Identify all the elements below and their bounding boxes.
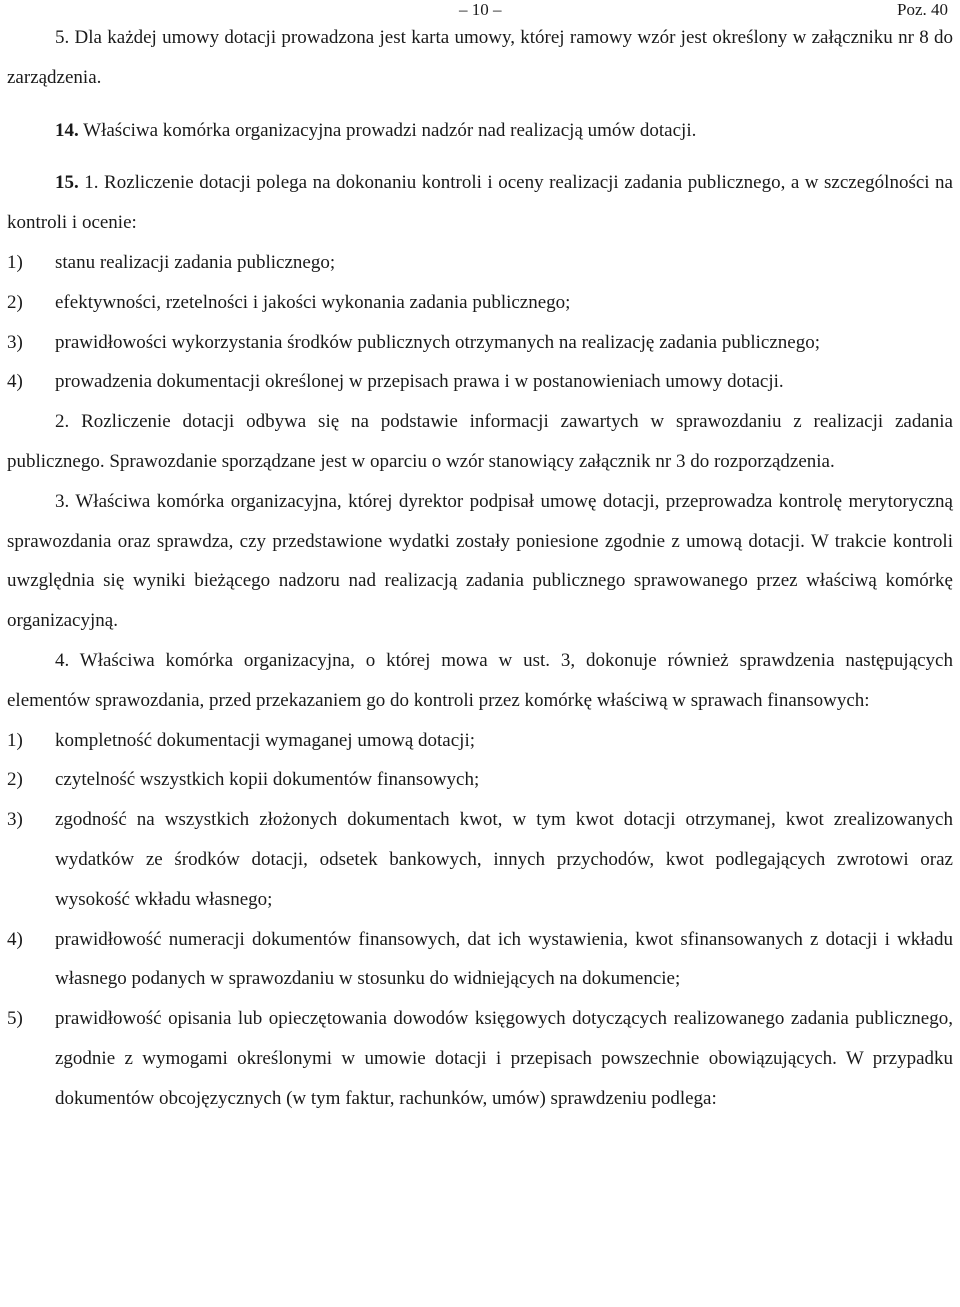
list-item-text: zgodność na wszystkich złożonych dokumentach kwot, w tym kwot dotacji otrzymanej, kwot zrealizowanych wydatków ze środków dotacji, odsetek bankowych, innych przychodów, kwot podlegających zwrotowi oraz wysokość wkładu własnego; (55, 809, 953, 910)
list-item (7, 283, 953, 323)
list-item (7, 760, 953, 800)
list-item (7, 362, 953, 402)
section-14-text: Właściwa komórka organizacyjna prowadzi nadzór nad realizacją umów dotacji. (78, 119, 697, 141)
list-item-number: 2) (7, 291, 23, 313)
list-item-number: 1) (7, 729, 23, 751)
list-item-number: 1) (7, 251, 23, 273)
section-15-list-1 (7, 243, 953, 402)
list-item-number: 2) (7, 769, 23, 791)
list-item-text: stanu realizacji zadania publicznego; (55, 251, 336, 273)
list-item-number: 5) (7, 1008, 23, 1030)
list-item-text: prawidłowość opisania lub opieczętowania dowodów księgowych dotyczących realizowanego zadania publicznego, zgodnie z wymogami określonymi w umowie dotacji i przepisach powszechnie obowiązujących. W przypadku dokumentów obcojęzycznych (w tym faktur, rachunków, umów) sprawdzeniu podlega: (55, 1008, 953, 1109)
section-14-number: 14. (55, 119, 79, 141)
list-item-number: 3) (7, 331, 23, 353)
list-item (7, 323, 953, 363)
page-header (0, 0, 960, 20)
list-item (7, 999, 953, 1118)
section-15-paragraph-3: 3. Właściwa komórka organizacyjna, której dyrektor podpisał umowę dotacji, przeprowadza kontrolę merytoryczną sprawozdania oraz sprawdza, czy przedstawione wydatki zostały poniesione zgodnie z umową dotacji. W trakcie kontroli uwzględnia się wyniki bieżącego nadzoru nad realizacją zadania publicznego sprawowanego przez właściwą komórkę organizacyjną. (7, 490, 953, 632)
list-item-text: efektywności, rzetelności i jakości wykonania zadania publicznego; (55, 291, 571, 313)
list-item (7, 721, 953, 761)
list-item (7, 800, 953, 919)
list-item-text: czytelność wszystkich kopii dokumentów finansowych; (55, 769, 480, 791)
section-5-paragraph: 5. Dla każdej umowy dotacji prowadzona jest karta umowy, której ramowy wzór jest określony w załączniku nr 8 do zarządzenia. (7, 27, 953, 88)
position-label: Poz. 40 (897, 0, 948, 19)
section-15-paragraph-2: 2. Rozliczenie dotacji odbywa się na podstawie informacji zawartych w sprawozdaniu z realizacji zadania publicznego. Sprawozdanie sporządzane jest w oparciu o wzór stanowiący załącznik nr 3 do rozporządzenia. (7, 411, 953, 472)
list-item-text: kompletność dokumentacji wymaganej umową dotacji; (55, 729, 476, 751)
document-body (7, 18, 953, 1119)
section-15-list-2 (7, 721, 953, 1119)
section-15-paragraph-1 (7, 163, 953, 243)
list-item-number: 4) (7, 928, 23, 950)
section-15-number: 15. (55, 172, 79, 194)
page-number: – 10 – (459, 0, 502, 19)
section-14-paragraph (7, 111, 953, 151)
list-item (7, 920, 953, 1000)
section-15-paragraph-4: 4. Właściwa komórka organizacyjna, o której mowa w ust. 3, dokonuje również sprawdzenia następujących elementów sprawozdania, przed przekazaniem go do kontroli przez komórkę właściwą w sprawach finansowych: (7, 649, 953, 711)
list-item-text: prawidłowości wykorzystania środków publicznych otrzymanych na realizację zadania publicznego; (55, 331, 820, 353)
list-item-number: 3) (7, 809, 23, 831)
list-item-text: prawidłowość numeracji dokumentów finansowych, dat ich wystawienia, kwot sfinansowanych z dotacji i wkładu własnego podanych w sprawozdaniu w stosunku do widniejących na dokumencie; (55, 928, 953, 990)
list-item-number: 4) (7, 371, 23, 393)
list-item-text: prowadzenia dokumentacji określonej w przepisach prawa i w postanowieniach umowy dotacji. (55, 371, 784, 393)
section-15-para1-text: 1. Rozliczenie dotacji polega na dokonaniu kontroli i oceny realizacji zadania publicznego, a w szczególności na kontroli i ocenie: (7, 172, 953, 234)
list-item (7, 243, 953, 283)
